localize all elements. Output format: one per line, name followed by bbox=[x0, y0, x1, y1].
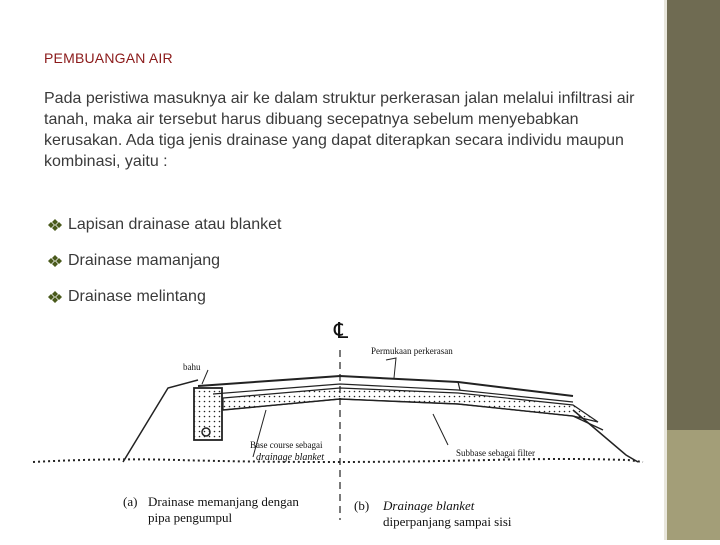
slide-paragraph: Pada peristiwa masuknya air ke dalam struktur perkerasan jalan melalui infiltrasi air tanah, maka air tersebut harus dibuang secepatnya sebelum menyebabkan kerusakan. Ada tiga jenis drainase yang dapat diterapkan secara individu maupun kombinasi, yaitu : bbox=[44, 90, 635, 170]
left-slope bbox=[123, 380, 198, 462]
drain-trench bbox=[194, 388, 222, 440]
diamond-bullet-icon bbox=[48, 290, 62, 304]
bullet-list bbox=[48, 214, 282, 322]
diamond-bullet-icon bbox=[48, 218, 62, 232]
bullet-text: Drainase mamanjang bbox=[68, 252, 221, 269]
caption-a-line2: pipa pengumpul bbox=[148, 510, 233, 525]
bullet-item bbox=[48, 286, 282, 308]
caption-b-line2: diperpanjang sampai sisi bbox=[383, 514, 512, 529]
label-subbase: Subbase sebagai filter bbox=[456, 448, 535, 458]
caption-b-marker: (b) bbox=[354, 498, 370, 513]
side-band-top bbox=[667, 0, 720, 430]
label-base-line2: drainage blanket bbox=[256, 452, 325, 463]
bahu-leader bbox=[202, 370, 208, 384]
caption-a-marker: (a) bbox=[123, 494, 138, 509]
drainage-cross-section-figure bbox=[28, 310, 666, 540]
bullet-text: Lapisan drainase atau blanket bbox=[68, 216, 282, 233]
label-surface: Permukaan perkerasan bbox=[371, 346, 453, 356]
slide-title: PEMBUANGAN AIR bbox=[44, 50, 173, 66]
bullet-item bbox=[48, 214, 282, 236]
label-bahu: bahu bbox=[183, 362, 201, 372]
diamond-bullet-icon bbox=[48, 254, 62, 268]
side-band-bottom bbox=[667, 430, 720, 540]
caption-a-line1: Drainase memanjang dengan bbox=[148, 494, 299, 509]
centerline-symbol: ℄ bbox=[334, 318, 349, 343]
caption-b-line1: Drainage blanket bbox=[383, 498, 475, 513]
bullet-text: Drainase melintang bbox=[68, 288, 206, 305]
bullet-item bbox=[48, 250, 282, 272]
label-base-line1: Base course sebagai bbox=[250, 440, 323, 450]
subbase-leader bbox=[433, 414, 448, 445]
surface-leader bbox=[386, 358, 396, 378]
